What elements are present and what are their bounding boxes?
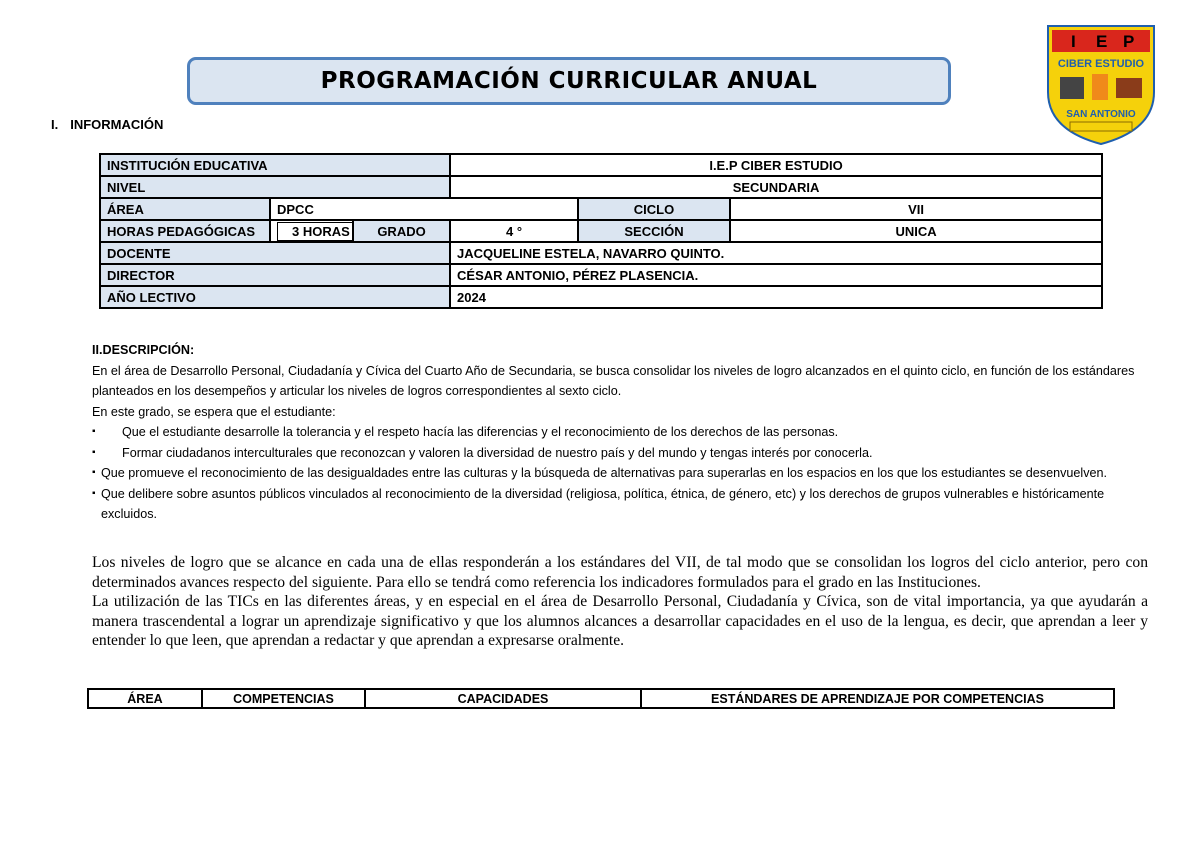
body-paragraph: Los niveles de logro que se alcance en cada una de ellas responderán a los estándares del VII, de tal modo que se consolidan los logros del ciclo anterior, pero con determinados avances respecto del siguiente. Para ello se tendrá como referencia los indicadores formulados para el grado en las Instituciones. [92,554,1148,591]
page-title: PROGRAMACIÓN CURRICULAR ANUAL [320,68,818,94]
institucion-value: I.E.P CIBER ESTUDIO [450,154,1102,176]
director-value: CÉSAR ANTONIO, PÉREZ PLASENCIA. [450,264,1102,286]
table-row [100,264,1102,286]
logo-letter-i: I [1071,32,1076,51]
logo-book-icon [1116,78,1142,98]
header-competencias: COMPETENCIAS [202,689,365,708]
grado-value: 4 ° [450,220,578,242]
ciclo-value: VII [730,198,1102,220]
table-row [100,220,1102,242]
header-capacidades: CAPACIDADES [365,689,641,708]
grado-label: GRADO [353,220,450,242]
logo-torch-icon [1092,74,1108,100]
table-header-row [88,689,1114,708]
horas-value-cell [270,220,353,242]
school-logo [1040,22,1162,146]
list-item: ▪ Que delibere sobre asuntos públicos vinculados al reconocimiento de la diversidad (religiosa, política, étnica, de género, etc) y los derechos de grupos vulnerables e históricamente excluidos. [92,484,1152,525]
section-label: INFORMACIÓN [70,117,164,132]
seccion-label: SECCIÓN [578,220,730,242]
description-paragraph: En el área de Desarrollo Personal, Ciudadanía y Cívica del Cuarto Año de Secundaria, se busca consolidar los niveles de logro alcanzados en el quinto ciclo, en función de los estándares planteados en los desempeños y articular los niveles de logros correspondientes al sexto ciclo. [92,363,1135,398]
description-section [92,340,1152,525]
horas-value: 3 HORAS [277,222,353,241]
info-table [99,153,1103,309]
area-value: DPCC [270,198,578,220]
section-number: I. [51,117,59,132]
description-intro: En este grado, se espera que el estudiante: [92,404,336,419]
director-label: DIRECTOR [100,264,450,286]
logo-bottom-text: SAN ANTONIO [1066,109,1136,120]
logo-laptop-icon [1060,77,1084,99]
competencies-table [87,688,1115,709]
list-item: ▪ Que el estudiante desarrolle la tolerancia y el respeto hacía las diferencias y el reconocimiento de los derechos de las personas. [92,422,1152,443]
body-paragraph: La utilización de las TICs en las diferentes áreas, y en especial en el área de Desarrollo Personal, Ciudadanía y Cívica, son de vital importancia, ya que ayudarán a manera trascendental a lograr un aprendizaje significativo y que los alumnos alcances a desarrollar capacidades en el uso de la lengua, es decir, que aprendan a leer y entender lo que leen, que aprendan a redactar y que aprendan a expresarse oralmente. [92,593,1148,650]
header-estandares: ESTÁNDARES DE APRENDIZAJE POR COMPETENCIAS [641,689,1114,708]
institucion-label: INSTITUCIÓN EDUCATIVA [100,154,450,176]
logo-letter-e: E [1096,32,1108,51]
nivel-value: SECUNDARIA [450,176,1102,198]
horas-label: HORAS PEDAGÓGICAS [100,220,270,242]
header-area: ÁREA [88,689,202,708]
table-row [100,286,1102,308]
list-item: ▪ Que promueve el reconocimiento de las desigualdades entre las culturas y la búsqueda de alternativas para superarlas en los espacios en los que los estudiantes se desenvuelven. [92,463,1152,484]
ciclo-label: CICLO [578,198,730,220]
description-heading: II.DESCRIPCIÓN: [92,343,195,357]
title-box [187,57,951,105]
section-information-heading [51,117,163,132]
table-row [100,198,1102,220]
docente-value: JACQUELINE ESTELA, NAVARRO QUINTO. [450,242,1102,264]
anio-value: 2024 [450,286,1102,308]
logo-top-text: CIBER ESTUDIO [1057,58,1145,70]
seccion-value: UNICA [730,220,1102,242]
logo-letter-p: P [1123,32,1135,51]
table-row [100,154,1102,176]
table-row [100,242,1102,264]
nivel-label: NIVEL [100,176,450,198]
body-text [92,553,1148,651]
list-item: ▪ Formar ciudadanos interculturales que reconozcan y valoren la diversidad de nuestro país y del mundo y tengas interés por conocerla. [92,443,1152,464]
anio-label: AÑO LECTIVO [100,286,450,308]
table-row [100,176,1102,198]
docente-label: DOCENTE [100,242,450,264]
area-label: ÁREA [100,198,270,220]
